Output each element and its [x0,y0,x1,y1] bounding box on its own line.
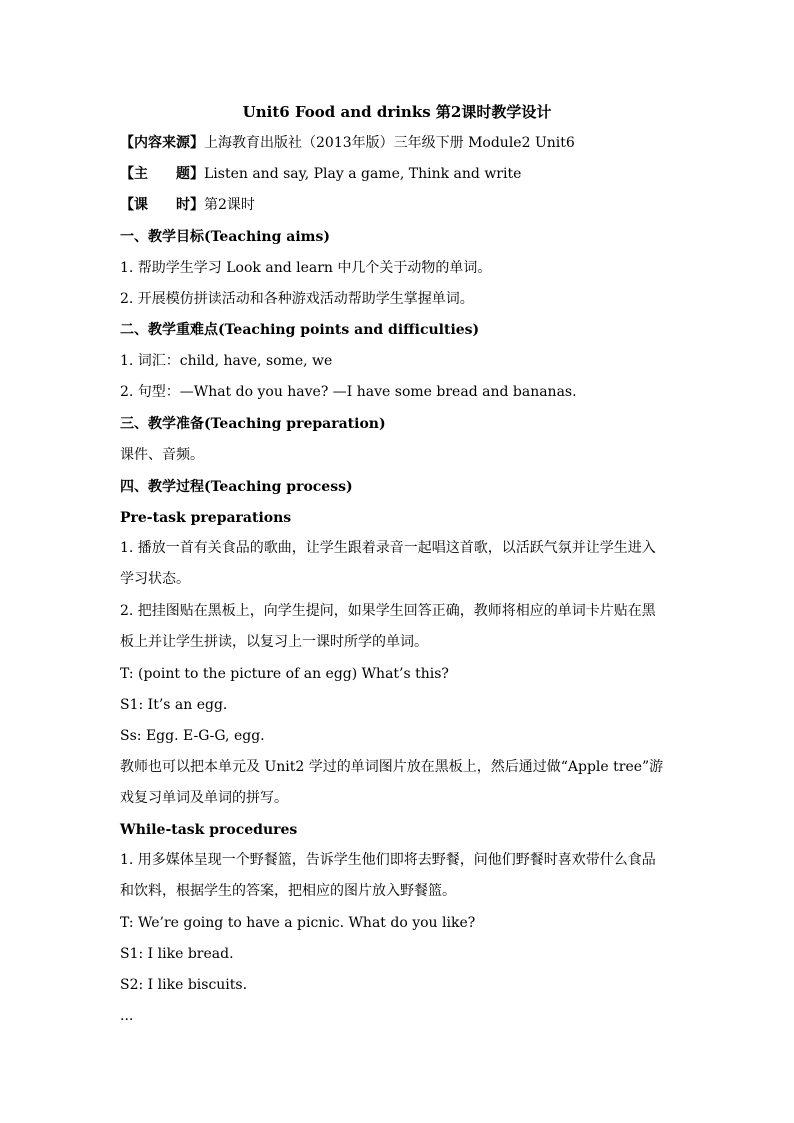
aims-item-1: 1. 帮助学生学习 Look and learn 中几个关于动物的单词。 [120,260,492,276]
dialogue-student-3: S2: I like biscuits. [120,977,248,993]
dialogue-student-2: S1: I like bread. [120,946,234,962]
period-label: 【课 时】 [120,197,204,213]
while-task-heading: While-task procedures [120,822,298,838]
topic-value: Listen and say, Play a game, Think and write [204,166,522,182]
source-label: 【内容来源】 [120,135,204,151]
dialogue-ellipsis: ... [120,1008,134,1024]
dialogue-teacher-2: T: We’re going to have a picnic. What do you like? [120,915,476,931]
period-value: 第2课时 [204,197,255,213]
process-heading: 四、教学过程(Teaching process) [120,479,353,495]
dialogue-students: Ss: Egg. E-G-G, egg. [120,728,265,744]
dialogue-teacher-1: T: (point to the picture of an egg) What’s this? [120,666,449,682]
source-value: 上海教育出版社（2013年版）三年级下册 Module2 Unit6 [204,135,575,151]
while-task-item-1: 1. 用多媒体呈现一个野餐篮，告诉学生他们即将去野餐，问他们野餐时喜欢带什么食品和饮料，根据学生的答案，把相应的图片放入野餐篮。 [120,852,656,899]
pre-task-item-3: 教师也可以把本单元及 Unit2 学过的单词图片放在黑板上，然后通过做“Apple tree”游戏复习单词及单词的拼写。 [120,759,664,806]
pre-task-item-2: 2. 把挂图贴在黑板上，向学生提问，如果学生回答正确，教师将相应的单词卡片贴在黑板上并让学生拼读，以复习上一课时所学的单词。 [120,603,656,650]
points-item-1: 1. 词汇：child, have, some, we [120,353,333,369]
period-line [120,195,680,215]
prep-heading: 三、教学准备(Teaching preparation) [120,416,386,432]
dialogue-student-1: S1: It’s an egg. [120,697,228,713]
pre-task-item-1: 1. 播放一首有关食品的歌曲，让学生跟着录音一起唱这首歌，以活跃气氛并让学生进入学习状态。 [120,540,656,587]
page-title: Unit6 Food and drinks 第2课时教学设计 [242,103,552,121]
aims-item-2: 2. 开展模仿拼读活动和各种游戏活动帮助学生掌握单词。 [120,291,474,307]
aims-heading: 一、教学目标(Teaching aims) [120,229,330,245]
prep-item-1: 课件、音频。 [120,447,204,463]
points-item-2: 2. 句型：—What do you have? —I have some bread and bananas. [120,384,577,400]
topic-label: 【主 题】 [120,166,204,182]
source-line [120,133,680,153]
topic-line [120,164,680,184]
points-heading: 二、教学重难点(Teaching points and difficulties) [120,322,480,338]
pre-task-heading: Pre-task preparations [120,510,292,526]
